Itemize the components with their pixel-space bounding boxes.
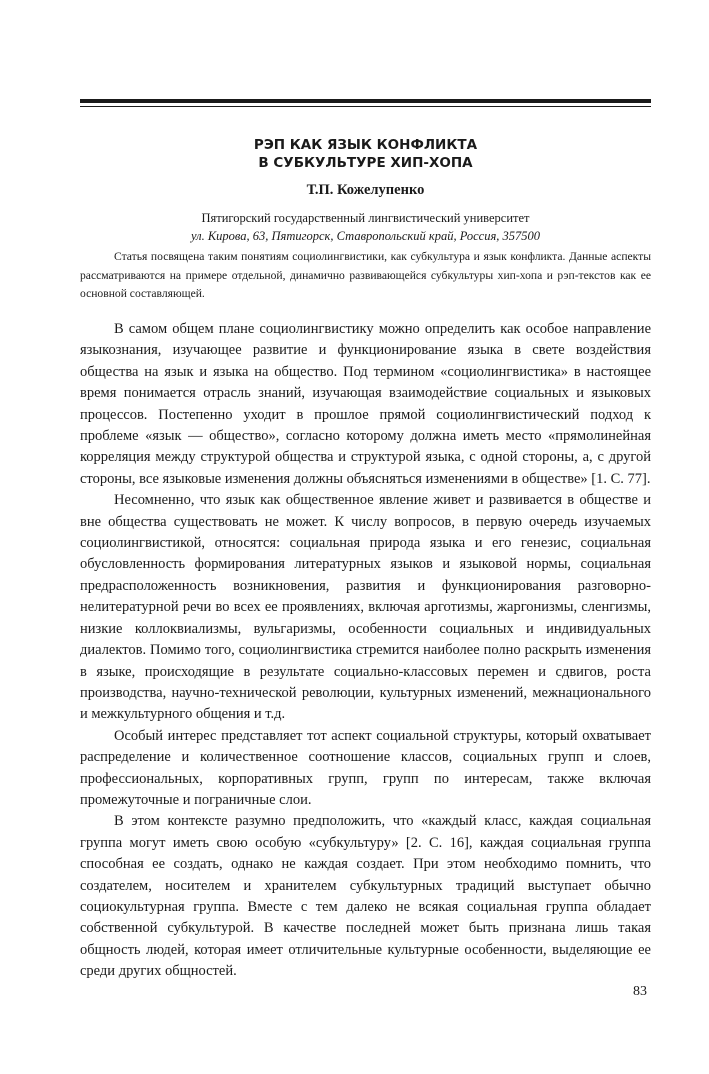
author-name: Т.П. Кожелупенко	[306, 182, 425, 198]
address: ул. Кирова, 63, Пятигорск, Ставропольский край, Россия, 357500	[190, 229, 541, 243]
title-line-2: В СУБКУЛЬТУРЕ ХИП-ХОПА	[258, 155, 473, 171]
article-body	[80, 319, 651, 983]
affiliation: Пятигорский государственный лингвистический университет	[201, 211, 530, 225]
header-rule-thick	[80, 99, 651, 103]
body-paragraph-4: В этом контексте разумно предположить, что «каждый класс, каждая социальная группа могут иметь свою особую «субкультуру» [2. С. 16], каждая социальная группа способная ее создать, однако не каждая создает. При этом необходимо помнить, что создателем, носителем и хранителем субкультурных традиций выступает обычно социокультурная группа. Вместе с тем далеко не всякая социальная группа обладает собственной субкультурой. В качестве последней может быть признана лишь такая общность людей, которая имеет отличительные культурные особенности, выделяющие ее среди других общностей.	[80, 813, 651, 980]
page-number: 83	[633, 984, 647, 999]
abstract: Статья посвящена таким понятиям социолингвистики, как субкультура и язык конфликта. Данные аспекты рассматриваются на примере отдельной, динамично развивающейся субкультуры хип-хопа и рэп-текстов как ее основной составляющей.	[80, 250, 651, 300]
body-paragraph-2: Несомненно, что язык как общественное явление живет и развивается в обществе и вне общества существовать не может. К числу вопросов, в первую очередь изучаемых социолингвистикой, относятся: социальная природа языка и его генезис, социальная обусловленность формирования литературных языков и языковой нормы, социальная предрасположенность возникновения, развития и функционирования разговорно-нелитературной речи во всех ее проявлениях, включая арготизмы, жаргонизмы, сленгизмы, низкие коллоквиализмы, вульгаризмы, особенности социальных и индивидуальных диалектов. Помимо того, социолингвистика стремится наиболее полно раскрыть изменения в языке, происходящие в результате социально-классовых перемен и сдвигов, роста производства, научно-технической революции, культурных изменений, межнационального и межкультурного общения и т.д.	[80, 492, 651, 723]
affiliation-block	[80, 209, 651, 245]
article-title	[80, 136, 651, 172]
body-paragraph-3: Особый интерес представляет тот аспект социальной структуры, который охватывает распределение и количественное соотношение классов, социальных групп и слоев, профессиональных, корпоративных групп, групп по интересам, также включая промежуточные и пограничные слои.	[80, 727, 651, 808]
header-rule-thin	[80, 106, 651, 107]
title-line-1: РЭП КАК ЯЗЫК КОНФЛИКТА	[253, 137, 478, 153]
body-paragraph-1: В самом общем плане социолингвистику можно определить как особое направление языкознания, изучающее развитие и функционирование языка в свете воздействия общества на язык и языка на общество. Под термином «социолингвистика» в настоящее время понимается отрасль знаний, изучающая взаимодействие социальных и языковых процессов. Постепенно уходит в прошлое прямой социолингвистический подход к проблеме «язык — общество», согласно которому должна иметь место «прямолинейная корреляция между структурой общества и структурой языка, с одной стороны, а, с другой стороны, все языковые изменения должны объясняться изменениями в обществе» [1. С. 77].	[80, 321, 651, 487]
